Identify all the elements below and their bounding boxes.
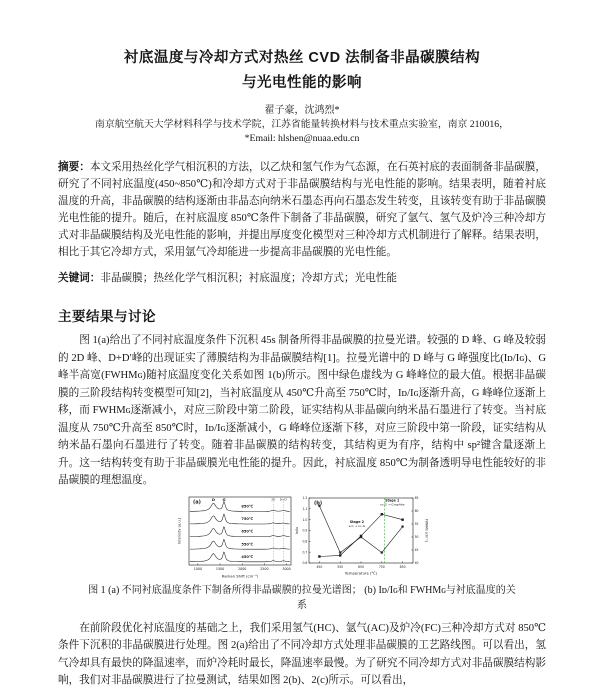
svg-text:2500: 2500	[260, 566, 269, 571]
figure-1	[58, 493, 546, 581]
svg-text:0.7: 0.7	[302, 549, 308, 554]
abstract-paragraph	[58, 159, 546, 261]
svg-text:D+D′: D+D′	[279, 496, 288, 501]
svg-text:450: 450	[316, 564, 323, 569]
svg-text:0.9: 0.9	[302, 528, 308, 533]
svg-text:450℃: 450℃	[241, 554, 254, 559]
svg-text:65: 65	[414, 495, 419, 500]
keywords-text: 非晶碳膜；热丝化学气相沉积；衬底温度；冷却方式；光电性能	[100, 273, 397, 284]
email-line: *Email: hlshen@nuaa.edu.cn	[244, 133, 360, 144]
svg-text:1.1: 1.1	[302, 506, 308, 511]
abstract-label: 摘要：	[58, 161, 90, 173]
paragraph-results-1: 图 1(a)给出了不同衬底温度条件下沉积 45s 制备所得非晶碳膜的拉曼光谱。较强的 D 峰、G 峰及较弱的 2D 峰、D+D′峰的出现证实了薄膜结构为非晶碳膜结构[1]。拉曼光谱中的 D 峰与 G 峰强度比(Iᴅ/Iɢ)、G 峰半高宽(FWHMɢ)随衬底温度变化关系如图 1(b)所示。图中绿色虚线为 G 峰峰位的最大值。根据非晶碳膜的三阶段结构转变模型可知[2]，当衬底温度从 450℃升高至 750℃时，Iᴅ/Iɢ逐渐升高，G 峰峰位逐渐上移，而 FWHMɢ逐渐减小，对应三阶段中第二阶段，证实结构从非晶碳向纳米晶石墨进行了转变。当衬底温度从 750℃升高至 850℃时，Iᴅ/Iɢ逐渐减小，G 峰峰位逐渐下移，对应三阶段中第一阶段，证实结构从纳米晶石墨向石墨进行了转变。随着非晶碳膜的结构转变，其结构更为有序，结构中 sp²键含量逐渐上升。这一结构转变有助于非晶碳膜光电性能的提升。因此，衬底温度 850℃为制备透明导电性能较好的非晶碳膜的理想温度。	[58, 335, 546, 486]
svg-text:1500: 1500	[215, 566, 225, 571]
svg-text:G: G	[222, 496, 226, 502]
svg-text:(b): (b)	[314, 500, 323, 506]
svg-text:55: 55	[414, 521, 419, 526]
paper-title	[58, 46, 546, 96]
svg-text:Iᴅ/Iɢ: Iᴅ/Iɢ	[295, 526, 299, 534]
paragraph-cooling-1: 在前阶段优化衬底温度的基础之上，我们采用氢气(HC)、氩气(AC)及炉冷(FC)三种冷却方式对 850℃条件下沉积的非晶碳膜进行处理。图 2(a)给出了不同冷却方式处理非晶碳膜的工艺路线图。可以看出，氢气冷却具有最快的降温速率，而炉冷耗时最长，降温速率最慢。为了研究不同冷却方式对非晶碳膜结构影响，我们对非晶碳膜进行了拉曼测试，结果如图 2(b)、2(c)所示。可以看出，	[58, 622, 546, 686]
svg-text:Intensity (a.u.): Intensity (a.u.)	[177, 517, 182, 544]
keywords-paragraph	[58, 270, 546, 287]
svg-text:550℃: 550℃	[241, 541, 254, 546]
svg-text:Temperature (℃): Temperature (℃)	[344, 570, 378, 575]
figure1b-idig-fwhm-chart	[293, 493, 429, 581]
svg-text:Stage 2: Stage 2	[349, 519, 364, 524]
svg-text:40: 40	[414, 560, 419, 565]
svg-text:750: 750	[378, 564, 385, 569]
svg-text:850: 850	[399, 564, 406, 569]
svg-text:50: 50	[414, 534, 419, 539]
svg-text:(a): (a)	[193, 499, 201, 505]
svg-text:650: 650	[358, 564, 364, 569]
svg-text:650℃: 650℃	[241, 529, 254, 534]
keywords-label: 关键词：	[58, 272, 101, 284]
svg-text:a-C → nc-G: a-C → nc-G	[348, 523, 366, 528]
svg-text:0.6: 0.6	[302, 560, 308, 565]
svg-text:1.2: 1.2	[302, 495, 308, 500]
svg-text:0.8: 0.8	[302, 538, 308, 543]
svg-text:1000: 1000	[193, 566, 203, 571]
svg-text:Raman Shift (cm⁻¹): Raman Shift (cm⁻¹)	[221, 573, 259, 578]
svg-text:750℃: 750℃	[241, 516, 254, 521]
svg-text:D: D	[211, 496, 215, 502]
figure1a-raman-spectra-chart	[175, 493, 293, 581]
svg-text:nc-G → Graphite: nc-G → Graphite	[379, 501, 405, 506]
svg-text:550: 550	[337, 564, 344, 569]
svg-text:1.0: 1.0	[302, 517, 308, 522]
svg-text:2D: 2D	[271, 496, 276, 501]
figure-1-caption: 图 1 (a) 不同衬底温度条件下制备所得非晶碳膜的拉曼光谱图； (b) Iᴅ/Iɢ和 FWHMɢ与衬底温度的关系	[88, 584, 516, 611]
paper-title-line1: 衬底温度与冷却方式对热丝 CVD 法制备非晶碳膜结构	[123, 50, 481, 66]
affiliation-line: 南京航空航天大学材料科学与技术学院，江苏省能量转换材料与技术重点实验室，南京 210016，	[95, 119, 509, 130]
abstract-text: 本文采用热丝化学气相沉积的方法，以乙炔和氢气作为气态源，在石英衬底的表面制备非晶碳膜，研究了不同衬底温度(450~850℃)和冷却方式对于非晶碳膜结构与光电性能的影响。结果表明，随着衬底温度的升高，非晶碳膜的结构逐渐由非晶态向纳米石墨态再向石墨态发生转变，且该转变有助于非晶碳膜光电性能的提升。随后，在衬底温度 850℃条件下制备了非晶碳膜，研究了氩气、氢气及炉冷三种冷却方式对非晶碳膜结构及光电性能的影响，并提出厚度变化模型对三种冷却方式机制进行了解释。结果表明，相比于其它冷却方式，采用氩气冷却能进一步提高非晶碳膜的光电性能。	[58, 162, 546, 258]
svg-text:850℃: 850℃	[241, 504, 254, 508]
svg-text:60: 60	[414, 508, 419, 513]
paper-title-line2: 与光电性能的影响	[242, 75, 362, 91]
authors-line: 翟子豪，沈鸿烈*	[264, 105, 340, 116]
svg-text:3000: 3000	[282, 566, 291, 571]
svg-text:FWHMɢ (cm⁻¹): FWHMɢ (cm⁻¹)	[424, 518, 429, 542]
svg-text:Stage 1: Stage 1	[385, 497, 400, 502]
section-heading-results: 主要结果与讨论	[58, 309, 156, 324]
svg-text:45: 45	[414, 547, 419, 552]
svg-text:2000: 2000	[238, 566, 247, 571]
